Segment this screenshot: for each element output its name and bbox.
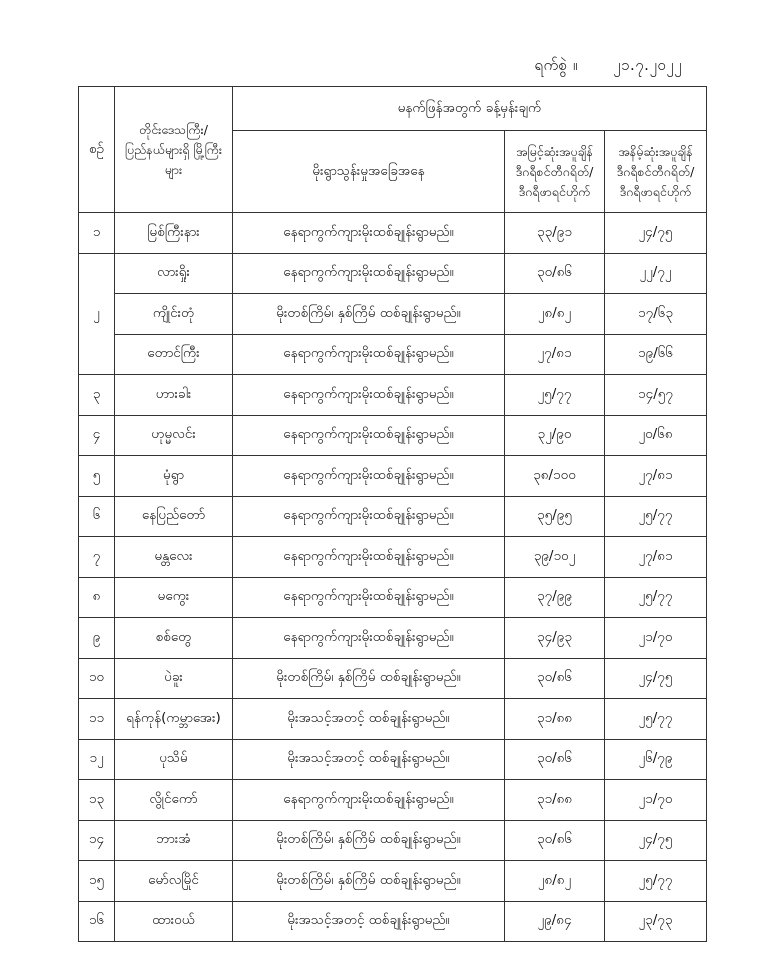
- max-temp: ၃၈/၁၀၀: [505, 456, 605, 497]
- table-row: [79, 780, 707, 821]
- rain-condition: မိုးတစ်ကြိမ်၊ နှစ်ကြိမ် ထစ်ချုန်းရွာမည်။: [233, 820, 505, 861]
- city-name: မုံရွာ: [115, 456, 233, 497]
- header-no: စဉ်: [79, 87, 115, 213]
- row-number: ၁: [79, 213, 115, 254]
- min-temp: ၂၄/၇၅: [605, 658, 707, 699]
- max-temp: ၃၃/၉၁: [505, 213, 605, 254]
- table-row: [79, 658, 707, 699]
- weather-forecast-table: [78, 86, 707, 942]
- rain-condition: နေရာကွက်ကျားမိုးထစ်ချုန်းရွာမည်။: [233, 253, 505, 294]
- min-temp: ၂၁/၇၀: [605, 780, 707, 821]
- max-temp: ၃၁/၈၈: [505, 699, 605, 740]
- city-name: မော်လမြိုင်: [115, 861, 233, 902]
- min-temp: ၂၄/၇၅: [605, 213, 707, 254]
- rain-condition: နေရာကွက်ကျားမိုးထစ်ချုန်းရွာမည်။: [233, 780, 505, 821]
- min-temp: ၂၇/၈၁: [605, 537, 707, 578]
- min-temp: ၂၇/၈၁: [605, 456, 707, 497]
- city-name: မကွေး: [115, 577, 233, 618]
- header-region: တိုင်းဒေသကြီး/ ပြည်နယ်များရှိ မြို့ကြီးများ: [115, 87, 233, 213]
- city-name: ပဲခူး: [115, 658, 233, 699]
- table-row: [79, 496, 707, 537]
- row-number: ၁၁: [79, 699, 115, 740]
- max-temp: ၃၀/၈၆: [505, 739, 605, 780]
- city-name: ဘားအံ: [115, 820, 233, 861]
- header-forecast-group: မနက်ဖြန်အတွက် ခန့်မှန်းချက်: [233, 87, 707, 131]
- min-temp: ၂၅/၇၇: [605, 577, 707, 618]
- rain-condition: မိုးတစ်ကြိမ်၊ နှစ်ကြိမ် ထစ်ချုန်းရွာမည်။: [233, 861, 505, 902]
- min-temp: ၂၅/၇၇: [605, 699, 707, 740]
- table-row: [79, 294, 707, 335]
- max-temp: ၂၅/၇၇: [505, 375, 605, 416]
- city-name: စစ်တွေ: [115, 618, 233, 659]
- rain-condition: မိုးတစ်ကြိမ်၊ နှစ်ကြိမ် ထစ်ချုန်းရွာမည်။: [233, 294, 505, 335]
- row-number: ၃: [79, 375, 115, 416]
- rain-condition: နေရာကွက်ကျားမိုးထစ်ချုန်းရွာမည်။: [233, 213, 505, 254]
- table-row: [79, 334, 707, 375]
- row-number: ၂: [79, 253, 115, 375]
- date-label: ရက်စွဲ ။: [534, 56, 578, 74]
- rain-condition: နေရာကွက်ကျားမိုးထစ်ချုန်းရွာမည်။: [233, 334, 505, 375]
- city-name: ပုသိမ်: [115, 739, 233, 780]
- table-row: [79, 901, 707, 942]
- table-row: [79, 253, 707, 294]
- max-temp: ၂၇/၈၁: [505, 334, 605, 375]
- min-temp: ၂၂/၇၂: [605, 253, 707, 294]
- row-number: ၄: [79, 415, 115, 456]
- rain-condition: နေရာကွက်ကျားမိုးထစ်ချုန်းရွာမည်။: [233, 537, 505, 578]
- max-temp: ၃၀/၈၆: [505, 658, 605, 699]
- rain-condition: မိုးတစ်ကြိမ်၊ နှစ်ကြိမ် ထစ်ချုန်းရွာမည်။: [233, 658, 505, 699]
- min-temp: ၂၆/၇၉: [605, 739, 707, 780]
- row-number: ၅: [79, 456, 115, 497]
- rain-condition: နေရာကွက်ကျားမိုးထစ်ချုန်းရွာမည်။: [233, 375, 505, 416]
- header-max-temp: အမြင့်ဆုံးအပူချိန် ဒီဂရီစင်တီဂရိတ်/ ဒီဂရီဖာရင်ဟိုက်: [505, 131, 605, 213]
- table-row: [79, 577, 707, 618]
- max-temp: ၃၉/၁၀၂: [505, 537, 605, 578]
- table-row: [79, 861, 707, 902]
- table-row: [79, 820, 707, 861]
- table-row: [79, 537, 707, 578]
- max-temp: ၂၉/၈၄: [505, 901, 605, 942]
- min-temp: ၂၅/၇၇: [605, 496, 707, 537]
- table-row: [79, 739, 707, 780]
- rain-condition: မိုးအသင့်အတင့် ထစ်ချုန်းရွာမည်။: [233, 699, 505, 740]
- rain-condition: နေရာကွက်ကျားမိုးထစ်ချုန်းရွာမည်။: [233, 456, 505, 497]
- max-temp: ၃၁/၈၈: [505, 780, 605, 821]
- min-temp: ၁၉/၆၆: [605, 334, 707, 375]
- city-name: မန္တလေး: [115, 537, 233, 578]
- rain-condition: နေရာကွက်ကျားမိုးထစ်ချုန်းရွာမည်။: [233, 618, 505, 659]
- min-temp: ၂၁/၇၀: [605, 618, 707, 659]
- city-name: ကျိုင်းတုံ: [115, 294, 233, 335]
- row-number: ၈: [79, 577, 115, 618]
- row-number: ၆: [79, 496, 115, 537]
- min-temp: ၁၇/၆၃: [605, 294, 707, 335]
- row-number: ၁၆: [79, 901, 115, 942]
- table-row: [79, 213, 707, 254]
- row-number: ၁၄: [79, 820, 115, 861]
- row-number: ၁၅: [79, 861, 115, 902]
- max-temp: ၃၅/၉၅: [505, 496, 605, 537]
- max-temp: ၂၈/၈၂: [505, 294, 605, 335]
- table-row: [79, 456, 707, 497]
- row-number: ၉: [79, 618, 115, 659]
- city-name: ဟုမ္မလင်း: [115, 415, 233, 456]
- date-value: ၂၁.၇.၂၀၂၂: [613, 56, 682, 74]
- rain-condition: မိုးအသင့်အတင့် ထစ်ချုန်းရွာမည်။: [233, 739, 505, 780]
- max-temp: ၂၈/၈၂: [505, 861, 605, 902]
- document-date: [504, 56, 682, 78]
- min-temp: ၁၄/၅၇: [605, 375, 707, 416]
- min-temp: ၂၄/၇၅: [605, 820, 707, 861]
- city-name: ဟားခါး: [115, 375, 233, 416]
- table-row: [79, 375, 707, 416]
- city-name: တောင်ကြီး: [115, 334, 233, 375]
- table-row: [79, 618, 707, 659]
- rain-condition: နေရာကွက်ကျားမိုးထစ်ချုန်းရွာမည်။: [233, 496, 505, 537]
- city-name: ထားဝယ်: [115, 901, 233, 942]
- rain-condition: မိုးအသင့်အတင့် ထစ်ချုန်းရွာမည်။: [233, 901, 505, 942]
- city-name: ရန်ကုန်(ကမ္ဘာအေး): [115, 699, 233, 740]
- max-temp: ၃၇/၉၉: [505, 577, 605, 618]
- table-row: [79, 415, 707, 456]
- row-number: ၇: [79, 537, 115, 578]
- max-temp: ၃၄/၉၃: [505, 618, 605, 659]
- max-temp: ၃၂/၉၀: [505, 415, 605, 456]
- max-temp: ၃၀/၈၆: [505, 253, 605, 294]
- header-condition: မိုးရွာသွန်းမှုအခြေအနေ: [233, 131, 505, 213]
- row-number: ၁၃: [79, 780, 115, 821]
- rain-condition: နေရာကွက်ကျားမိုးထစ်ချုန်းရွာမည်။: [233, 415, 505, 456]
- min-temp: ၂၃/၇၃: [605, 901, 707, 942]
- table-row: [79, 699, 707, 740]
- min-temp: ၂၅/၇၇: [605, 861, 707, 902]
- rain-condition: နေရာကွက်ကျားမိုးထစ်ချုန်းရွာမည်။: [233, 577, 505, 618]
- max-temp: ၃၀/၈၆: [505, 820, 605, 861]
- row-number: ၁၂: [79, 739, 115, 780]
- header-min-temp: အနိမ့်ဆုံးအပူချိန် ဒီဂရီစင်တီဂရိတ်/ ဒီဂရီဖာရင်ဟိုက်: [605, 131, 707, 213]
- city-name: နေပြည်တော်: [115, 496, 233, 537]
- min-temp: ၂၀/၆၈: [605, 415, 707, 456]
- row-number: ၁၀: [79, 658, 115, 699]
- city-name: မြစ်ကြီးနား: [115, 213, 233, 254]
- city-name: လားရှိုး: [115, 253, 233, 294]
- city-name: လွိုင်ကော်: [115, 780, 233, 821]
